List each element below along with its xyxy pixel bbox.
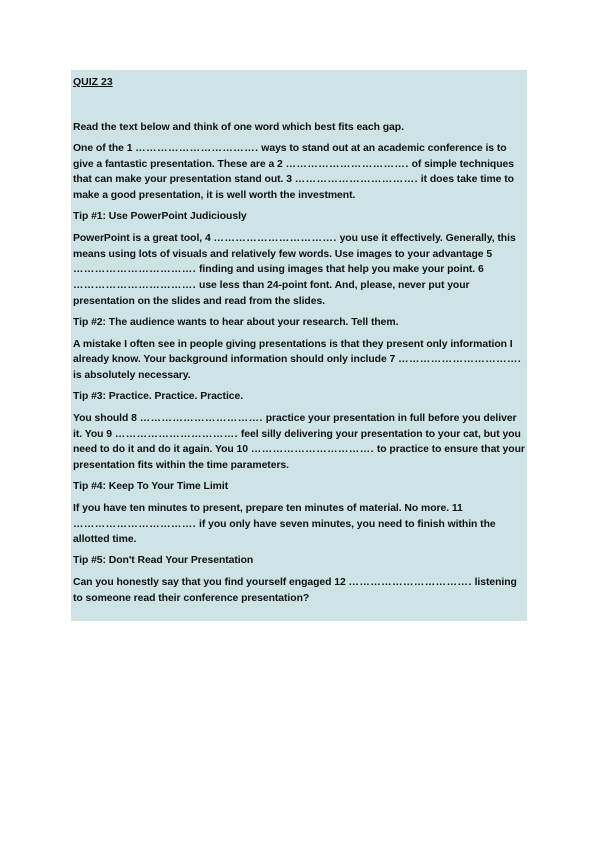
gap-11: ……………………………. (73, 518, 197, 530)
quiz-box (71, 70, 527, 621)
quiz-title: QUIZ 23 (73, 76, 113, 88)
gap-1: ……………………………. (135, 142, 259, 154)
gap-7: ……………………………. (398, 354, 522, 366)
tip-2-paragraph: A mistake I often see in people giving presentations is that they present only information I already know. Your background information should only include 7 ……………………………. is absolutely necessary. (73, 338, 522, 382)
tip-4-heading: Tip #4: Keep To Your Time Limit (73, 480, 229, 492)
instruction: Read the text below and think of one word which best fits each gap. (73, 122, 404, 133)
gap-4: ……………………………. (213, 232, 337, 244)
gap-12: ……………………………. (348, 576, 472, 588)
tip-5-paragraph: Can you honestly say that you find yourself engaged 12 ……………………………. listening to someone read their conference presentation? (73, 576, 517, 604)
tip-3-paragraph: You should 8 ……………………………. practice your presentation in full before you deliver it. You 9 ……………………………. feel silly delivering your presentation to your cat, but you need to do it and do it again. You 10 ……………………………. to practice to ensure that your presentation fits within the time parameters. (73, 412, 525, 472)
intro-paragraph: One of the 1 ……………………………. ways to stand out at an academic conference is to give a fantastic presentation. These are a 2 ……………………………. of simple techniques that can make your presentation stand out. 3 ……………………………. it does take time to make a good presentation, it is well worth the investment. (73, 142, 514, 202)
tip-1-heading: Tip #1: Use PowerPoint Judiciously (73, 210, 247, 222)
gap-8: ……………………………. (139, 412, 263, 424)
tip-1-paragraph: PowerPoint is a great tool, 4 ……………………………. you use it effectively. Generally, this means using lots of visuals and relatively few words. Use images to your advantage 5 ……………………………. finding and using images that help you make your point. 6 ……………………………. use less than 24-point font. And, please, never put your presentation on the slides and read from the slides. (73, 232, 516, 307)
gap-3: ……………………………. (294, 174, 418, 186)
tip-5-heading: Tip #5: Don't Read Your Presentation (73, 555, 254, 567)
gap-10: ……………………………. (250, 444, 375, 456)
gap-2: ……………………………. (285, 158, 409, 170)
tip-4-paragraph: If you have ten minutes to present, prepare ten minutes of material. No more. 11 ……………………………. if you only have seven minutes, you need to finish within the allotted time. (73, 502, 496, 546)
tip-3-heading: Tip #3: Practice. Practice. Practice. (73, 390, 244, 402)
gap-5: ……………………………. (73, 264, 197, 276)
tip-2-heading: Tip #2: The audience wants to hear about your research. Tell them. (73, 316, 399, 328)
gap-9: ……………………………. (114, 428, 239, 440)
gap-6: ……………………………. (73, 280, 197, 292)
